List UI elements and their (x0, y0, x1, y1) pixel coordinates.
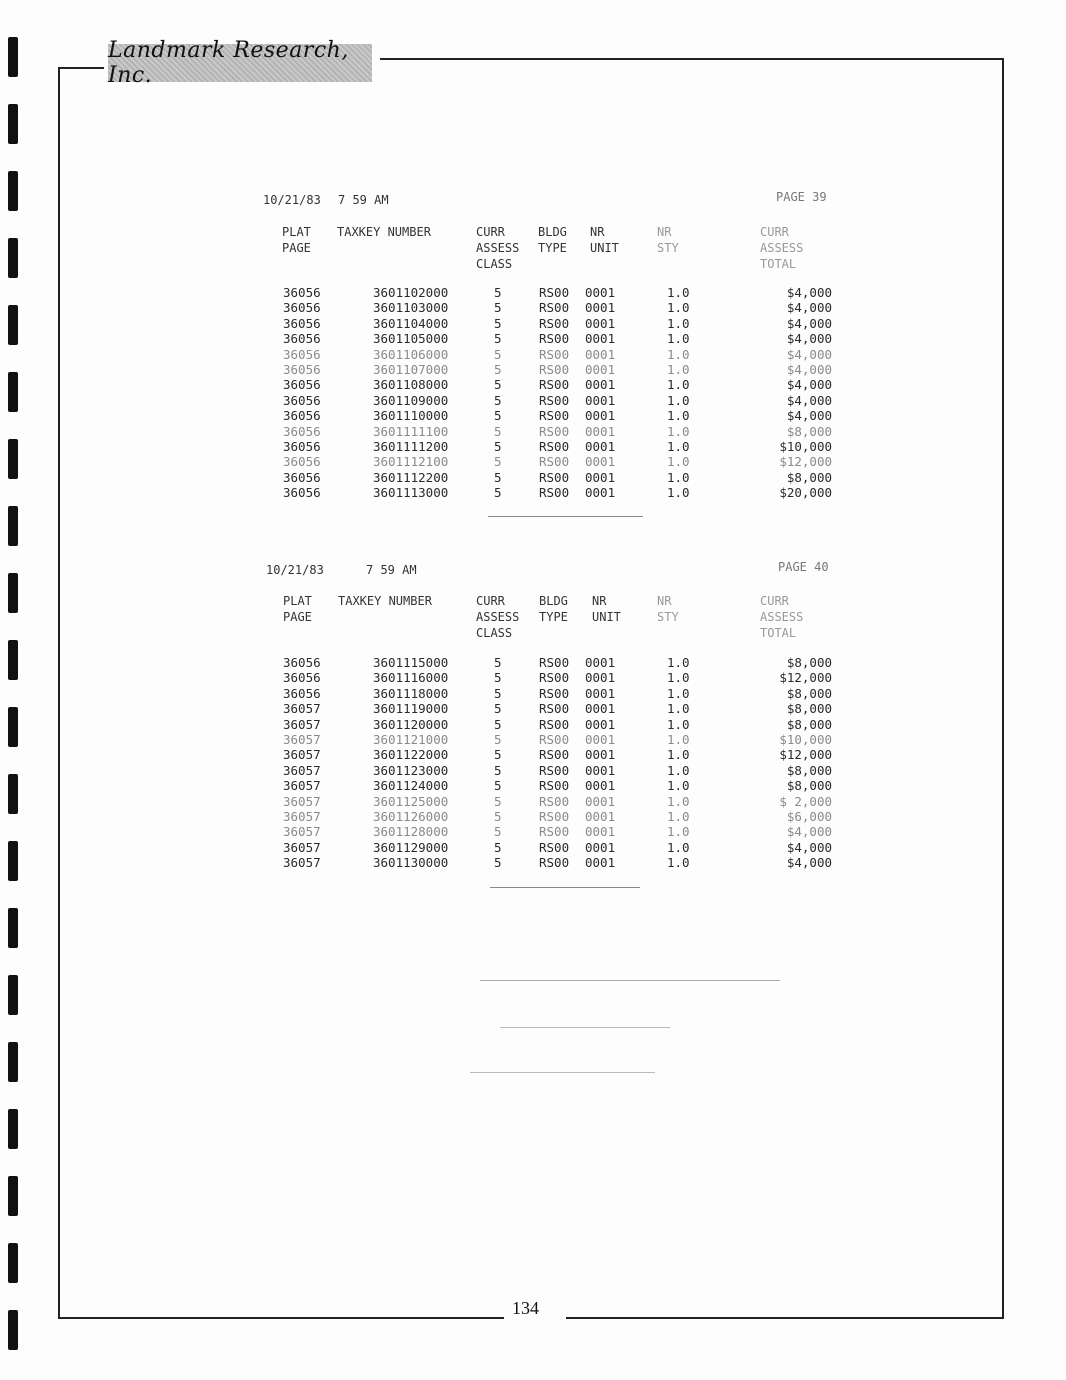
table-row (0, 300, 1066, 315)
nr-sty-cell: 1.0 (667, 469, 690, 485)
bldg-type-cell: RS00 (539, 762, 570, 778)
frame-line (566, 1317, 1004, 1319)
plat-cell: 36056 (283, 362, 321, 377)
col-header-plat: PLAT PAGE (283, 594, 312, 624)
class-cell: 5 (494, 655, 502, 670)
nr-sty-cell: 1.0 (667, 855, 690, 871)
bldg-type-cell: RS00 (539, 485, 570, 501)
nr-sty-cell: 1.0 (667, 285, 690, 300)
nr-sty-cell: 1.0 (667, 362, 690, 377)
table-row (0, 686, 1066, 701)
plat-cell: 36056 (283, 685, 321, 701)
nr-unit-cell: 0001 (585, 408, 616, 424)
nr-unit-cell: 0001 (585, 331, 616, 347)
bldg-type-cell: RS00 (539, 346, 570, 362)
class-cell: 5 (494, 439, 502, 454)
nr-sty-cell: 1.0 (667, 454, 690, 470)
bldg-type-cell: RS00 (539, 423, 570, 439)
binder-hole (8, 1176, 18, 1216)
nr-unit-cell: 0001 (585, 762, 616, 778)
bldg-type-cell: RS00 (539, 701, 570, 717)
nr-sty-cell: 1.0 (667, 346, 690, 362)
report-page-label: PAGE 39 (776, 190, 827, 204)
bldg-type-cell: RS00 (539, 454, 570, 470)
nr-unit-cell: 0001 (585, 716, 616, 732)
assess-total-cell: $4,000 (786, 346, 832, 362)
class-cell: 5 (494, 485, 502, 501)
bldg-type-cell: RS00 (539, 655, 570, 670)
assess-total-cell: $4,000 (786, 315, 832, 331)
separator-line (500, 1027, 670, 1028)
assess-total-cell: $4,000 (786, 362, 832, 377)
bldg-type-cell: RS00 (539, 377, 570, 393)
taxkey-cell: 3601120000 (373, 716, 449, 732)
separator-line (488, 516, 643, 517)
nr-sty-cell: 1.0 (667, 701, 690, 717)
nr-unit-cell: 0001 (585, 701, 616, 717)
bldg-type-cell: RS00 (539, 778, 570, 794)
bldg-type-cell: RS00 (539, 793, 570, 809)
plat-cell: 36056 (283, 392, 321, 408)
nr-unit-cell: 0001 (585, 732, 616, 747)
class-cell: 5 (494, 285, 502, 300)
col-header-plat: PLAT PAGE (282, 225, 311, 255)
binder-hole (8, 975, 18, 1015)
table-row (0, 316, 1066, 331)
assess-total-cell: $10,000 (779, 732, 832, 747)
nr-unit-cell: 0001 (585, 315, 616, 331)
table-row (0, 655, 1066, 670)
class-cell: 5 (494, 362, 502, 377)
col-header-type: BLDG TYPE (538, 225, 567, 255)
assess-total-cell: $8,000 (786, 778, 832, 794)
report-time: 7 59 AM (366, 563, 417, 577)
class-cell: 5 (494, 716, 502, 732)
assess-total-cell: $8,000 (786, 762, 832, 778)
assess-total-cell: $4,000 (786, 392, 832, 408)
nr-sty-cell: 1.0 (667, 809, 690, 824)
binder-hole (8, 908, 18, 948)
col-header-unit: NR UNIT (590, 225, 619, 255)
table-row (0, 855, 1066, 870)
nr-sty-cell: 1.0 (667, 377, 690, 393)
nr-sty-cell: 1.0 (667, 716, 690, 732)
table-row (0, 424, 1066, 439)
class-cell: 5 (494, 809, 502, 824)
table-row (0, 824, 1066, 839)
plat-cell: 36057 (283, 824, 321, 840)
report-time: 7 59 AM (338, 193, 389, 207)
binder-hole (8, 1109, 18, 1149)
class-cell: 5 (494, 747, 502, 763)
col-header-taxkey: TAXKEY NUMBER (338, 594, 432, 608)
table-row (0, 362, 1066, 377)
class-cell: 5 (494, 701, 502, 717)
class-cell: 5 (494, 469, 502, 485)
taxkey-cell: 3601125000 (373, 793, 449, 809)
nr-unit-cell: 0001 (585, 300, 616, 316)
company-name: Landmark Research, Inc. (108, 38, 349, 88)
assess-total-cell: $4,000 (786, 839, 832, 855)
nr-sty-cell: 1.0 (667, 824, 690, 840)
nr-sty-cell: 1.0 (667, 423, 690, 439)
taxkey-cell: 3601129000 (373, 839, 449, 855)
plat-cell: 36056 (283, 670, 321, 686)
col-header-type: BLDG TYPE (539, 594, 568, 624)
assess-total-cell: $4,000 (786, 855, 832, 871)
class-cell: 5 (494, 377, 502, 393)
class-cell: 5 (494, 392, 502, 408)
bldg-type-cell: RS00 (539, 809, 570, 824)
nr-sty-cell: 1.0 (667, 670, 690, 686)
assess-total-cell: $12,000 (779, 747, 832, 763)
plat-cell: 36057 (283, 716, 321, 732)
binder-hole (8, 37, 18, 77)
nr-unit-cell: 0001 (585, 824, 616, 840)
page-number: 134 (512, 1298, 539, 1318)
bldg-type-cell: RS00 (539, 747, 570, 763)
table-row (0, 485, 1066, 500)
assess-total-cell: $8,000 (786, 469, 832, 485)
col-header-total: CURR ASSESS TOTAL (760, 594, 804, 640)
plat-cell: 36056 (283, 408, 321, 424)
taxkey-cell: 3601108000 (373, 377, 449, 393)
assess-total-cell: $4,000 (786, 300, 832, 316)
class-cell: 5 (494, 423, 502, 439)
nr-unit-cell: 0001 (585, 439, 616, 454)
bldg-type-cell: RS00 (539, 315, 570, 331)
plat-cell: 36056 (283, 285, 321, 300)
class-cell: 5 (494, 346, 502, 362)
nr-unit-cell: 0001 (585, 685, 616, 701)
nr-unit-cell: 0001 (585, 839, 616, 855)
table-row (0, 717, 1066, 732)
class-cell: 5 (494, 408, 502, 424)
report-page-label: PAGE 40 (778, 560, 829, 574)
plat-cell: 36057 (283, 701, 321, 717)
nr-sty-cell: 1.0 (667, 778, 690, 794)
report-date: 10/21/83 (266, 563, 324, 577)
taxkey-cell: 3601113000 (373, 485, 449, 501)
bldg-type-cell: RS00 (539, 331, 570, 347)
assess-total-cell: $8,000 (786, 701, 832, 717)
col-header-class: CURR ASSESS CLASS (476, 594, 520, 640)
nr-sty-cell: 1.0 (667, 439, 690, 454)
class-cell: 5 (494, 839, 502, 855)
table-row (0, 408, 1066, 423)
plat-cell: 36056 (283, 439, 321, 454)
frame-line (58, 67, 104, 69)
taxkey-cell: 3601107000 (373, 362, 449, 377)
table-row (0, 763, 1066, 778)
nr-sty-cell: 1.0 (667, 315, 690, 331)
nr-sty-cell: 1.0 (667, 408, 690, 424)
taxkey-cell: 3601112100 (373, 454, 449, 470)
class-cell: 5 (494, 778, 502, 794)
frame-line (380, 58, 1004, 60)
bldg-type-cell: RS00 (539, 732, 570, 747)
taxkey-cell: 3601124000 (373, 778, 449, 794)
bldg-type-cell: RS00 (539, 408, 570, 424)
nr-unit-cell: 0001 (585, 392, 616, 408)
binder-hole (8, 171, 18, 211)
assess-total-cell: $6,000 (786, 809, 832, 824)
taxkey-cell: 3601105000 (373, 331, 449, 347)
bldg-type-cell: RS00 (539, 362, 570, 377)
taxkey-cell: 3601130000 (373, 855, 449, 871)
taxkey-cell: 3601126000 (373, 809, 449, 824)
table-row (0, 439, 1066, 454)
table-row (0, 701, 1066, 716)
assess-total-cell: $8,000 (786, 716, 832, 732)
nr-sty-cell: 1.0 (667, 392, 690, 408)
plat-cell: 36056 (283, 485, 321, 501)
table-row (0, 670, 1066, 685)
assess-total-cell: $4,000 (786, 377, 832, 393)
table-row (0, 347, 1066, 362)
table-row (0, 331, 1066, 346)
taxkey-cell: 3601111200 (373, 439, 449, 454)
class-cell: 5 (494, 793, 502, 809)
nr-sty-cell: 1.0 (667, 485, 690, 501)
bldg-type-cell: RS00 (539, 439, 570, 454)
assess-total-cell: $12,000 (779, 670, 832, 686)
table-row (0, 794, 1066, 809)
assess-total-cell: $4,000 (786, 408, 832, 424)
table-row (0, 732, 1066, 747)
col-header-class: CURR ASSESS CLASS (476, 225, 520, 271)
col-header-total: CURR ASSESS TOTAL (760, 225, 804, 271)
binder-hole (8, 573, 18, 613)
taxkey-cell: 3601104000 (373, 315, 449, 331)
table-row (0, 393, 1066, 408)
taxkey-cell: 3601121000 (373, 732, 449, 747)
nr-unit-cell: 0001 (585, 809, 616, 824)
nr-sty-cell: 1.0 (667, 747, 690, 763)
nr-sty-cell: 1.0 (667, 839, 690, 855)
nr-unit-cell: 0001 (585, 362, 616, 377)
nr-sty-cell: 1.0 (667, 300, 690, 316)
class-cell: 5 (494, 824, 502, 840)
taxkey-cell: 3601102000 (373, 285, 449, 300)
binder-hole (8, 1042, 18, 1082)
letterhead-banner (108, 38, 372, 88)
taxkey-cell: 3601123000 (373, 762, 449, 778)
table-row (0, 809, 1066, 824)
class-cell: 5 (494, 855, 502, 871)
assess-total-cell: $8,000 (786, 655, 832, 670)
plat-cell: 36057 (283, 855, 321, 871)
bldg-type-cell: RS00 (539, 855, 570, 871)
plat-cell: 36057 (283, 762, 321, 778)
taxkey-cell: 3601106000 (373, 346, 449, 362)
assess-total-cell: $8,000 (786, 685, 832, 701)
nr-unit-cell: 0001 (585, 377, 616, 393)
bldg-type-cell: RS00 (539, 839, 570, 855)
separator-line (480, 980, 780, 981)
bldg-type-cell: RS00 (539, 716, 570, 732)
table-row (0, 840, 1066, 855)
taxkey-cell: 3601111100 (373, 423, 449, 439)
class-cell: 5 (494, 454, 502, 470)
taxkey-cell: 3601118000 (373, 685, 449, 701)
binder-hole (8, 238, 18, 278)
nr-unit-cell: 0001 (585, 469, 616, 485)
bldg-type-cell: RS00 (539, 300, 570, 316)
plat-cell: 36057 (283, 839, 321, 855)
binder-hole (8, 104, 18, 144)
plat-cell: 36057 (283, 778, 321, 794)
nr-sty-cell: 1.0 (667, 685, 690, 701)
table-row (0, 747, 1066, 762)
plat-cell: 36056 (283, 331, 321, 347)
plat-cell: 36057 (283, 793, 321, 809)
class-cell: 5 (494, 762, 502, 778)
table-row (0, 470, 1066, 485)
nr-unit-cell: 0001 (585, 747, 616, 763)
col-header-sty: NR STY (657, 225, 679, 255)
assess-total-cell: $12,000 (779, 454, 832, 470)
nr-unit-cell: 0001 (585, 855, 616, 871)
binder-hole (8, 1310, 18, 1350)
plat-cell: 36056 (283, 469, 321, 485)
assess-total-cell: $4,000 (786, 331, 832, 347)
nr-unit-cell: 0001 (585, 485, 616, 501)
class-cell: 5 (494, 670, 502, 686)
table-row (0, 285, 1066, 300)
bldg-type-cell: RS00 (539, 469, 570, 485)
class-cell: 5 (494, 300, 502, 316)
taxkey-cell: 3601103000 (373, 300, 449, 316)
nr-sty-cell: 1.0 (667, 793, 690, 809)
class-cell: 5 (494, 732, 502, 747)
col-header-sty: NR STY (657, 594, 679, 624)
class-cell: 5 (494, 331, 502, 347)
nr-unit-cell: 0001 (585, 778, 616, 794)
binder-hole (8, 506, 18, 546)
class-cell: 5 (494, 685, 502, 701)
table-row (0, 454, 1066, 469)
plat-cell: 36057 (283, 732, 321, 747)
nr-unit-cell: 0001 (585, 454, 616, 470)
bldg-type-cell: RS00 (539, 392, 570, 408)
assess-total-cell: $8,000 (786, 423, 832, 439)
nr-unit-cell: 0001 (585, 285, 616, 300)
table-row (0, 377, 1066, 392)
plat-cell: 36056 (283, 655, 321, 670)
nr-sty-cell: 1.0 (667, 732, 690, 747)
assess-total-cell: $20,000 (779, 485, 832, 501)
plat-cell: 36056 (283, 377, 321, 393)
taxkey-cell: 3601110000 (373, 408, 449, 424)
taxkey-cell: 3601115000 (373, 655, 449, 670)
assess-total-cell: $4,000 (786, 285, 832, 300)
plat-cell: 36056 (283, 346, 321, 362)
plat-cell: 36056 (283, 300, 321, 316)
bldg-type-cell: RS00 (539, 285, 570, 300)
bldg-type-cell: RS00 (539, 685, 570, 701)
assess-total-cell: $10,000 (779, 439, 832, 454)
nr-sty-cell: 1.0 (667, 762, 690, 778)
plat-cell: 36056 (283, 423, 321, 439)
taxkey-cell: 3601128000 (373, 824, 449, 840)
nr-unit-cell: 0001 (585, 346, 616, 362)
taxkey-cell: 3601116000 (373, 670, 449, 686)
nr-unit-cell: 0001 (585, 793, 616, 809)
frame-line (58, 1317, 504, 1319)
plat-cell: 36056 (283, 315, 321, 331)
class-cell: 5 (494, 315, 502, 331)
taxkey-cell: 3601112200 (373, 469, 449, 485)
bldg-type-cell: RS00 (539, 670, 570, 686)
nr-unit-cell: 0001 (585, 423, 616, 439)
taxkey-cell: 3601109000 (373, 392, 449, 408)
col-header-taxkey: TAXKEY NUMBER (337, 225, 431, 239)
col-header-unit: NR UNIT (592, 594, 621, 624)
plat-cell: 36057 (283, 809, 321, 824)
bldg-type-cell: RS00 (539, 824, 570, 840)
taxkey-cell: 3601122000 (373, 747, 449, 763)
separator-line (470, 1072, 655, 1073)
assess-total-cell: $ 2,000 (779, 793, 832, 809)
plat-cell: 36057 (283, 747, 321, 763)
assess-total-cell: $4,000 (786, 824, 832, 840)
report-date: 10/21/83 (263, 193, 321, 207)
plat-cell: 36056 (283, 454, 321, 470)
nr-sty-cell: 1.0 (667, 655, 690, 670)
taxkey-cell: 3601119000 (373, 701, 449, 717)
nr-unit-cell: 0001 (585, 670, 616, 686)
nr-sty-cell: 1.0 (667, 331, 690, 347)
separator-line (490, 887, 640, 888)
table-row (0, 778, 1066, 793)
binder-hole (8, 1243, 18, 1283)
nr-unit-cell: 0001 (585, 655, 616, 670)
